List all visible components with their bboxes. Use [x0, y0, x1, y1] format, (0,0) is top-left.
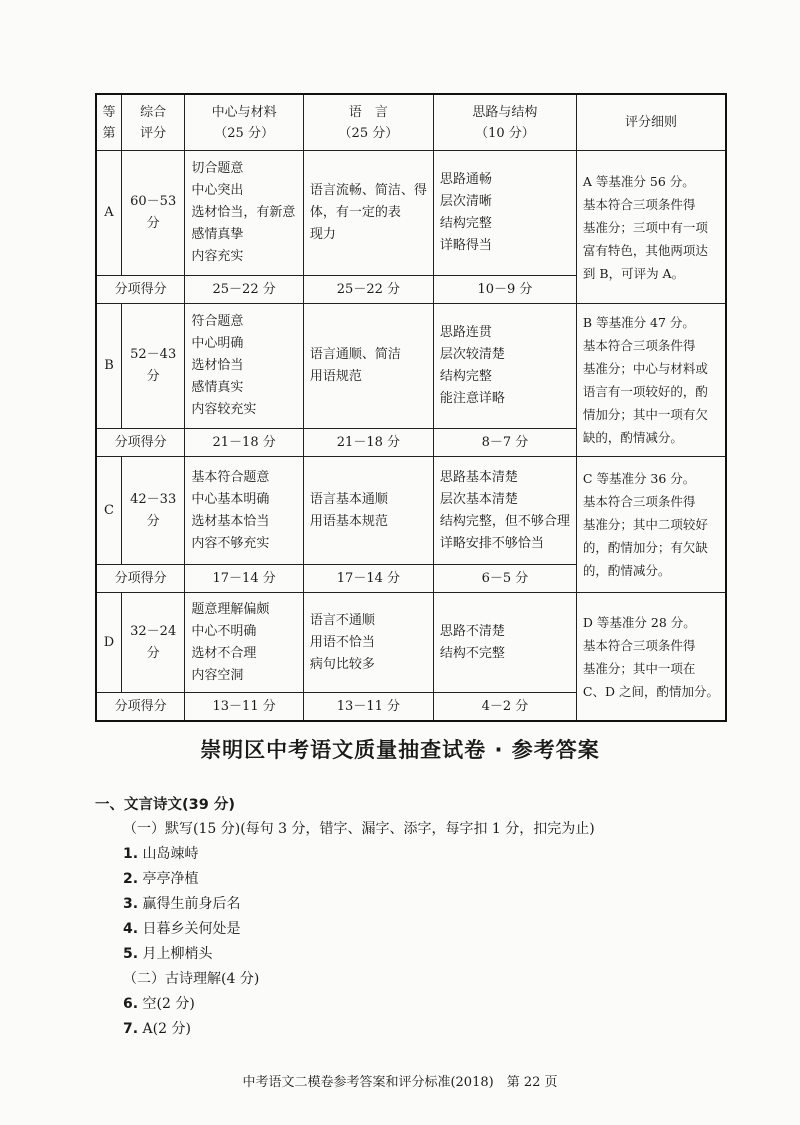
- list-item: 2. 亭亭净植: [123, 871, 199, 887]
- sub-score-value: 13－11 分: [185, 693, 304, 722]
- cell-line: 用语规范: [309, 369, 362, 384]
- cell-line: 思路通畅: [439, 172, 492, 187]
- cell-line: 用语基本规范: [309, 513, 388, 529]
- table-row: [96, 457, 726, 565]
- list-item: （一）默写(15 分)(每句 3 分，错字、漏字、添字，每字扣 1 分，扣完为止): [123, 821, 595, 837]
- cell-line: 结构完整: [439, 369, 492, 384]
- cell-line: 感情真挚: [191, 227, 244, 242]
- language-cell: [303, 457, 433, 565]
- grade-cell: D: [96, 593, 122, 693]
- sub-score-value: 13－11 分: [303, 693, 433, 722]
- score-range-cell: 42－33 分: [122, 457, 185, 565]
- header-total-line1: 综合: [140, 104, 167, 120]
- structure-cell: [433, 593, 576, 693]
- cell-line: 基本符合题意: [191, 469, 270, 485]
- page-footer: 中考语文二模卷参考答案和评分标准(2018) 第 22 页: [242, 1075, 558, 1090]
- header-grade: 等第: [96, 94, 122, 151]
- list-item: 4. 日暮乡关何处是: [123, 921, 241, 937]
- cell-line: 内容空洞: [191, 667, 244, 683]
- language-cell: [303, 304, 433, 429]
- rule-cell: [576, 151, 726, 304]
- cell-line: 语言有一项较好的，酌: [582, 384, 708, 399]
- cell-line: 符合题意: [191, 314, 244, 329]
- center-material-cell: [185, 593, 304, 693]
- cell-line: 基准分；中心与材料或: [582, 361, 708, 376]
- section-heading: 一、文言诗文(39 分): [95, 797, 235, 813]
- sub-score-value: 4－2 分: [433, 693, 576, 722]
- cell-line: 基本符合三项条件得: [582, 338, 696, 353]
- list-item: 1. 山岛竦峙: [123, 846, 199, 862]
- cell-line: 层次清晰: [439, 194, 492, 209]
- header-struct: [433, 94, 576, 151]
- list-item: 5. 月上柳梢头: [123, 946, 213, 962]
- cell-line: 基本符合三项条件得: [582, 637, 696, 653]
- cell-line: C、D 之间，酌情加分。: [582, 683, 719, 699]
- list-item: （二）古诗理解(4 分): [123, 971, 260, 987]
- cell-line: 结构完整: [439, 216, 492, 231]
- cell-line: 思路不清楚: [439, 623, 505, 639]
- cell-line: 思路连贯: [439, 325, 492, 340]
- list-item: 3. 赢得生前身后名: [123, 896, 241, 912]
- sub-score-label: 分项得分: [96, 276, 185, 304]
- structure-cell: [433, 304, 576, 429]
- answer-list: [123, 817, 595, 1042]
- table-row: [96, 593, 726, 693]
- cell-line: 内容充实: [191, 249, 244, 264]
- header-struct-line2: （10 分）: [475, 125, 535, 141]
- cell-line: 病句比较多: [309, 656, 375, 672]
- sub-score-label: 分项得分: [96, 429, 185, 457]
- header-lang-line1: 语 言: [348, 104, 388, 120]
- cell-line: 缺的，酌情减分。: [582, 430, 683, 445]
- cell-line: 选材恰当，有新意: [191, 205, 296, 220]
- header-lang-line2: （25 分）: [338, 125, 399, 141]
- header-center-line2: （25 分）: [214, 125, 274, 141]
- cell-line: 的，酌情加分；有欠缺: [582, 540, 708, 555]
- structure-cell: [433, 151, 576, 276]
- cell-line: 基本符合三项条件得: [582, 494, 696, 509]
- rule-cell: [576, 304, 726, 457]
- cell-line: 情加分；其中一项有欠: [582, 407, 708, 422]
- cell-line: A 等基准分 56 分。: [582, 173, 695, 189]
- cell-line: 基准分；三项中有一项: [582, 219, 708, 235]
- grade-cell: A: [96, 151, 122, 276]
- list-item: 7. A(2 分): [123, 1021, 191, 1037]
- cell-line: 语言流畅、简洁、得: [309, 183, 427, 198]
- sub-score-value: 21－18 分: [185, 429, 304, 457]
- cell-line: 选材恰当: [191, 358, 244, 373]
- cell-line: 中心基本明确: [191, 491, 270, 507]
- cell-line: 到 B，可评为 A。: [582, 265, 685, 281]
- cell-line: 层次基本清楚: [439, 491, 518, 507]
- cell-line: 结构完整，但不够合理: [439, 513, 570, 529]
- page-title: 崇明区中考语文质量抽查试卷 · 参考答案: [200, 738, 600, 762]
- sub-score-value: 10－9 分: [433, 276, 576, 304]
- center-material-cell: [185, 304, 304, 429]
- list-item: 6. 空(2 分): [123, 996, 195, 1012]
- cell-line: 切合题意: [191, 161, 244, 176]
- cell-line: 现力: [309, 227, 336, 242]
- header-lang: [303, 94, 433, 151]
- structure-cell: [433, 457, 576, 565]
- cell-line: 感情真实: [191, 380, 244, 395]
- table-row: [96, 151, 726, 276]
- header-center-line1: 中心与材料: [211, 104, 277, 120]
- cell-line: 中心不明确: [191, 623, 257, 639]
- cell-line: 中心突出: [191, 183, 244, 198]
- grade-cell: B: [96, 304, 122, 429]
- cell-line: B 等基准分 47 分。: [582, 315, 695, 330]
- center-material-cell: [185, 457, 304, 565]
- cell-line: 详略得当: [439, 238, 492, 253]
- header-total-line2: 评分: [140, 125, 167, 141]
- sub-score-value: 25－22 分: [185, 276, 304, 304]
- sub-score-value: 17－14 分: [185, 565, 304, 593]
- cell-line: 思路基本清楚: [439, 469, 518, 485]
- header-total: [122, 94, 185, 151]
- cell-line: 内容不够充实: [191, 535, 270, 551]
- sub-score-value: 21－18 分: [303, 429, 433, 457]
- cell-line: 详略安排不够恰当: [439, 535, 544, 551]
- language-cell: [303, 151, 433, 276]
- table-row: [96, 304, 726, 429]
- sub-score-label: 分项得分: [96, 693, 185, 722]
- cell-line: 选材不合理: [191, 645, 257, 661]
- cell-line: D 等基准分 28 分。: [582, 614, 696, 630]
- center-material-cell: [185, 151, 304, 276]
- cell-line: 能注意详略: [439, 391, 505, 406]
- grading-table: [95, 93, 727, 722]
- cell-line: 语言基本通顺: [309, 491, 388, 507]
- cell-line: 的，酌情减分。: [582, 563, 671, 578]
- cell-line: 基本符合三项条件得: [582, 196, 696, 212]
- cell-line: 选材基本恰当: [191, 513, 270, 529]
- cell-line: 富有特色，其他两项达: [582, 242, 708, 258]
- rule-cell: [576, 593, 726, 722]
- language-cell: [303, 593, 433, 693]
- table-header-row: [96, 94, 726, 151]
- cell-line: 基准分；其中二项较好: [582, 517, 708, 532]
- sub-score-label: 分项得分: [96, 565, 185, 593]
- cell-line: 层次较清楚: [439, 347, 505, 362]
- cell-line: 内容较充实: [191, 402, 257, 417]
- score-range-cell: 60－53 分: [122, 151, 185, 276]
- sub-score-value: 25－22 分: [303, 276, 433, 304]
- cell-line: 中心明确: [191, 336, 244, 351]
- cell-line: 结构不完整: [439, 645, 505, 661]
- grade-cell: C: [96, 457, 122, 565]
- header-center: [185, 94, 304, 151]
- cell-line: 题意理解偏颇: [191, 601, 270, 617]
- cell-line: 体，有一定的表: [309, 205, 401, 220]
- sub-score-value: 17－14 分: [303, 565, 433, 593]
- cell-line: C 等基准分 36 分。: [582, 471, 696, 486]
- cell-line: 语言不通顺: [309, 612, 375, 628]
- score-range-cell: 32－24 分: [122, 593, 185, 693]
- header-struct-line1: 思路与结构: [472, 104, 538, 120]
- cell-line: 语言通顺、简洁: [309, 347, 401, 362]
- sub-score-value: 6－5 分: [433, 565, 576, 593]
- cell-line: 用语不恰当: [309, 634, 375, 650]
- cell-line: 基准分；其中一项在: [582, 660, 696, 676]
- rule-cell: [576, 457, 726, 593]
- sub-score-value: 8－7 分: [433, 429, 576, 457]
- score-range-cell: 52－43 分: [122, 304, 185, 429]
- header-rule: 评分细则: [576, 94, 726, 151]
